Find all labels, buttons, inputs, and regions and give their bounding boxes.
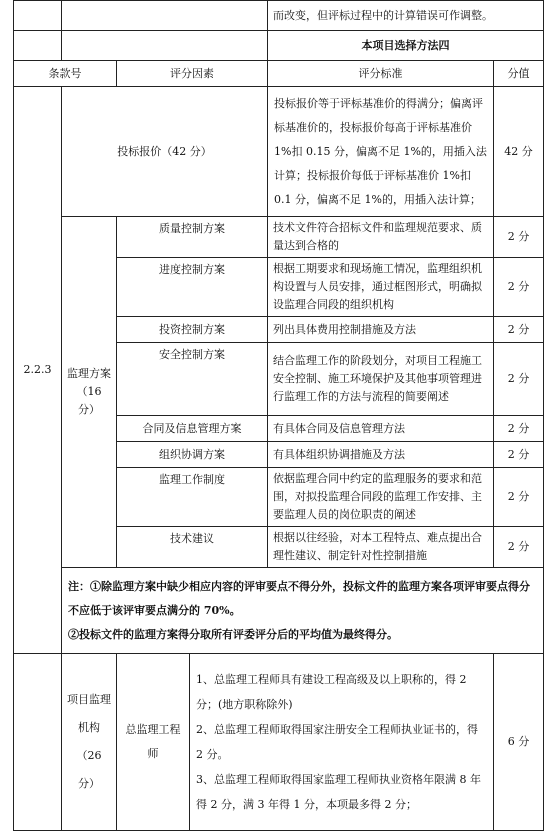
plan-notes: [62, 568, 544, 654]
org-group-points: （26 分）: [76, 749, 102, 790]
plan-item-standard: 根据工期要求和现场施工情况，监理组织机构设置与人员安排，通过框图形式，明确拟设监理合同段的组织机构: [268, 258, 494, 317]
plan-item-score: 2 分: [494, 527, 544, 568]
plan-item-factor: 进度控制方案: [117, 258, 268, 317]
plan-group-points: （16 分）: [76, 385, 102, 416]
org-subgroup-name-1: 总监理工程: [125, 723, 181, 736]
blank-cell: [14, 654, 62, 831]
plan-item-score: 2 分: [494, 442, 544, 468]
plan-item-score: 2 分: [494, 258, 544, 317]
plan-item-score: 2 分: [494, 317, 544, 343]
org-criterion: 1、总监理工程师具有建设工程高级及以上职称的，得 2 分；(地方职称除外): [196, 673, 467, 711]
scoring-table: [13, 0, 544, 831]
plan-item-factor: 投资控制方案: [117, 317, 268, 343]
plan-item-factor: 组织协调方案: [117, 442, 268, 468]
plan-item-standard: 根据以往经验，对本工程特点、难点提出合理性建议、制定针对性控制措施: [268, 527, 494, 568]
header-clause-no: 条款号: [14, 61, 117, 87]
price-factor: 投标报价（42 分）: [62, 87, 268, 217]
plan-item-standard: 列出具体费用控制措施及方法: [268, 317, 494, 343]
blank-cell: [14, 1, 62, 31]
note-two: ②投标文件的监理方案得分取所有评委评分后的平均值为最终得分。: [68, 627, 398, 641]
header-standard: 评分标准: [268, 61, 494, 87]
note-one: 注：①除监理方案中缺少相应内容的评审要点不得分外，投标文件的监理方案各项评审要点得分不应低于该评审要点满分的 70%。: [68, 579, 530, 617]
clause-number: 2.2.3: [14, 87, 62, 654]
plan-item-score: 2 分: [494, 343, 544, 416]
blank-cell: [14, 31, 62, 61]
org-criterion: 3、总监理工程师取得国家监理工程师执业资格年限满 8 年得 2 分，满 3 年得 1 分，本项最多得 2 分；: [196, 773, 481, 811]
plan-group: [62, 217, 117, 568]
plan-item-factor: 合同及信息管理方案: [117, 416, 268, 442]
plan-item-standard: 依据监理合同中约定的监理服务的要求和范围，对拟投监理合同段的监理工作安排、主要监理人员的岗位职责的阐述: [268, 468, 494, 527]
plan-item-factor: 监理工作制度: [117, 468, 268, 527]
blank-cell: [62, 31, 268, 61]
plan-item-standard: 结合监理工作的阶段划分，对项目工程施工安全控制、施工环境保护及其他事项管理进行监理工作的方法与流程的简要阐述: [268, 343, 494, 416]
header-factor: 评分因素: [117, 61, 268, 87]
org-subgroup-name-2: 师: [147, 747, 159, 760]
org-subgroup: [117, 654, 190, 831]
plan-item-standard: 有具体组织协调措施及方法: [268, 442, 494, 468]
plan-item-standard: 有具体合同及信息管理方法: [268, 416, 494, 442]
org-score: 6 分: [494, 654, 544, 831]
org-criterion: 2、总监理工程师取得国家注册安全工程师执业证书的，得 2 分。: [196, 723, 478, 761]
price-standard: 投标报价等于评标基准价的得满分；偏离评标基准价的，投标报价每高于评标基准价 1%扣 0.15 分，偏离不足 1%的，用插入法计算；投标报价每低于评标基准价 1%扣 0.1 分，偏离不足 1%的，用插入法计算；: [268, 87, 494, 217]
header-score: 分值: [494, 61, 544, 87]
org-group-name-1: 项目监理: [67, 693, 111, 706]
plan-item-score: 2 分: [494, 416, 544, 442]
top-continuation-text: 而改变，但评标过程中的计算错误可作调整。: [268, 1, 544, 31]
org-criteria: [190, 654, 494, 831]
method-title: 本项目选择方法四: [268, 31, 544, 61]
plan-item-factor: 安全控制方案: [117, 343, 268, 416]
plan-group-name: 监理方案: [67, 367, 111, 380]
price-score: 42 分: [494, 87, 544, 217]
org-group: [62, 654, 117, 831]
blank-cell: [62, 1, 268, 31]
plan-item-score: 2 分: [494, 217, 544, 258]
plan-item-score: 2 分: [494, 468, 544, 527]
plan-item-factor: 技术建议: [117, 527, 268, 568]
plan-item-factor: 质量控制方案: [117, 217, 268, 258]
plan-item-standard: 技术文件符合招标文件和监理规范要求、质量达到合格的: [268, 217, 494, 258]
org-group-name-2: 机构: [78, 721, 100, 734]
